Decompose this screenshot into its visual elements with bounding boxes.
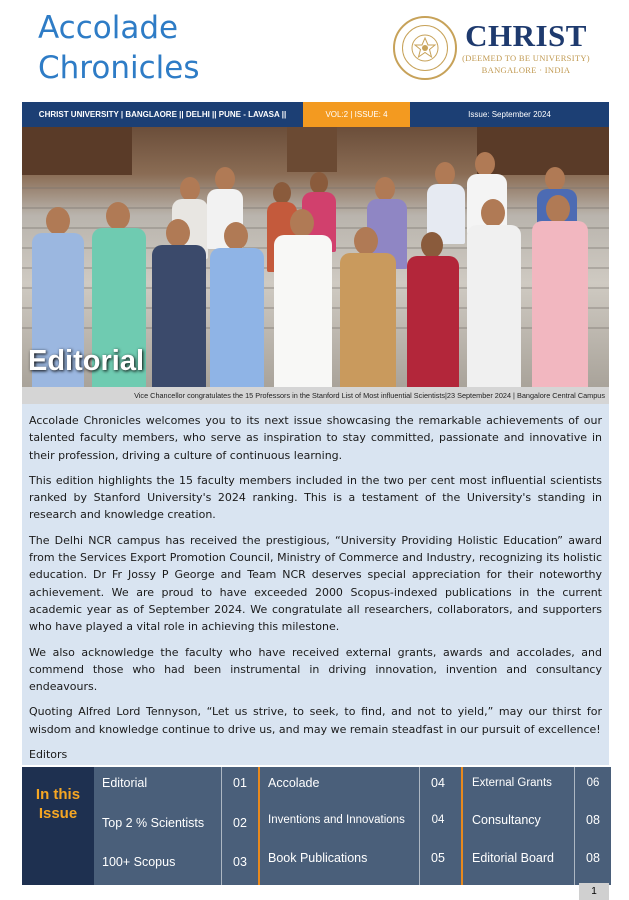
toc-item-label: Inventions and Innovations xyxy=(268,814,405,826)
toc-item-label: Editorial Board xyxy=(472,851,554,865)
toc-item-page: 06 xyxy=(586,776,600,789)
campus-list: CHRIST UNIVERSITY | BANGLAORE || DELHI || PUNE - LAVASA || xyxy=(22,102,303,127)
editorial-paragraph: Quoting Alfred Lord Tennyson, “Let us strive, to seek, to find, and not to yield,” may our thirst for wisdom and knowledge continue to drive us, and may we remain steadfast in our pursuit of excellence! xyxy=(29,705,602,736)
newsletter-title-line-1: Accolade xyxy=(38,10,179,46)
toc-item-editorial[interactable] xyxy=(94,767,258,798)
toc-heading-line-1: In this xyxy=(35,786,81,803)
masthead xyxy=(0,0,629,100)
toc-divider xyxy=(461,767,463,885)
toc-item-label: Top 2 % Scientists xyxy=(102,816,205,830)
editorial-paragraph: The Delhi NCR campus has received the prestigious, “University Providing Holistic Education” award from the Services Export Promotion Council, Ministry of Commerce and Industry, recognizing its holistic education. Dr Fr Jossy P George and Team NCR deserves special appreciation for their noteworthy achievement. We are proud to have exceeded 2000 Scopus-indexed publications in the current academic year as of September 2024. We congratulate all researchers, collaborators, and supporters who have played a vital role in achieving this milestone. xyxy=(29,533,602,634)
photo-door-left xyxy=(22,127,132,175)
editorial-signoff: Editors xyxy=(29,748,68,762)
toc-item-consultancy[interactable] xyxy=(464,803,611,837)
editorial-content xyxy=(22,404,609,765)
toc-item-page: 04 xyxy=(431,814,445,826)
toc-item-page: 03 xyxy=(233,855,247,869)
brand-name: CHRIST xyxy=(465,18,587,53)
newsletter-title-line-2: Chronicles xyxy=(38,50,200,86)
brand-subtitle: (DEEMED TO BE UNIVERSITY) xyxy=(462,53,590,63)
group-photo xyxy=(22,127,609,387)
toc-item-page: 05 xyxy=(431,851,445,865)
university-seal-icon xyxy=(393,16,457,80)
toc-divider xyxy=(258,767,260,885)
university-brand xyxy=(461,20,591,76)
editorial-overlay-title: Editorial xyxy=(28,345,145,377)
toc-item-page: 02 xyxy=(233,816,247,830)
toc-item-inventions[interactable] xyxy=(260,803,456,837)
toc-item-page: 08 xyxy=(586,851,600,865)
toc-item-label: External Grants xyxy=(472,776,552,789)
toc-item-accolade[interactable] xyxy=(260,767,456,798)
editorial-paragraph: We also acknowledge the faculty who have received external grants, awards and accolades, and commend those who had been instrumental in driving innovation, invention and consultancy endeavours. xyxy=(29,645,602,694)
editorial-paragraph: This edition highlights the 15 faculty members included in the two per cent most influential scientists ranked by Stanford University's 2024 ranking. This is a testament of the University's standing in research and knowledge creation. xyxy=(29,473,602,522)
toc-item-label: Book Publications xyxy=(268,851,368,865)
page-number: 1 xyxy=(579,883,609,900)
toc-item-scopus[interactable] xyxy=(94,845,258,879)
photo-caption: Vice Chancellor congratulates the 15 Professors in the Stanford List of Most influential Scientists|23 September 2024 | Bangalore Central Campus xyxy=(22,387,609,404)
toc-item-page: 04 xyxy=(431,775,445,790)
toc-divider xyxy=(419,767,420,885)
toc-item-label: 100+ Scopus xyxy=(102,855,176,869)
toc-item-label: Accolade xyxy=(268,775,320,790)
toc-item-external-grants[interactable] xyxy=(464,767,611,798)
photo-door-center xyxy=(287,127,337,172)
toc-heading-line-2: Issue xyxy=(38,805,78,822)
issue-date: Issue: September 2024 xyxy=(410,102,609,127)
table-of-contents xyxy=(22,767,611,885)
toc-item-book-publications[interactable] xyxy=(260,841,456,875)
volume-issue: VOL:2 | ISSUE: 4 xyxy=(303,102,410,127)
toc-item-page: 01 xyxy=(233,775,247,790)
toc-item-editorial-board[interactable] xyxy=(464,841,611,875)
photo-door-right xyxy=(477,127,609,175)
toc-heading xyxy=(22,767,94,885)
issue-banner xyxy=(22,102,609,127)
toc-item-page: 08 xyxy=(586,813,600,827)
toc-item-top-scientists[interactable] xyxy=(94,805,258,841)
toc-item-label: Editorial xyxy=(102,775,148,790)
toc-divider xyxy=(221,767,222,885)
toc-item-label: Consultancy xyxy=(472,813,541,827)
editorial-paragraph: Accolade Chronicles welcomes you to its next issue showcasing the remarkable achievements of our talented faculty members, who serve as inspiration to stay committed, passionate and innovative in their profession, driving a culture of continuous learning. xyxy=(29,414,602,462)
toc-divider xyxy=(574,767,575,885)
brand-location: BANGALORE · INDIA xyxy=(481,65,571,75)
